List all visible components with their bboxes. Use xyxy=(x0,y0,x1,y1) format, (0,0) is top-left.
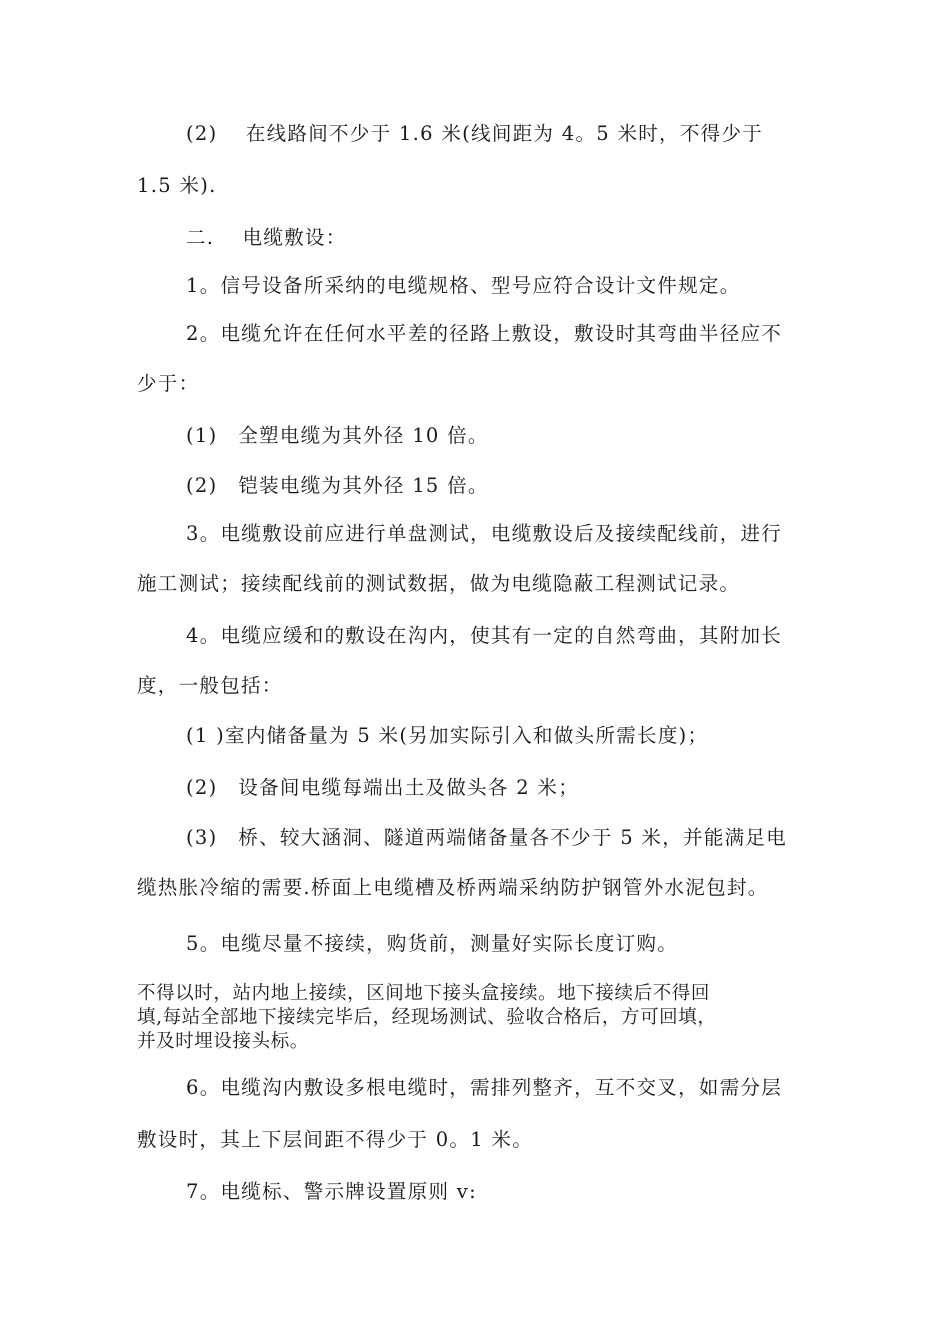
text-line: 敷设时，其上下层间距不得少于 0。1 米。 xyxy=(137,1128,534,1151)
text-line: 5。电缆尽量不接续，购货前，测量好实际长度订购。 xyxy=(186,932,679,955)
text-line: 6。电缆沟内敷设多根电缆时，需排列整齐，互不交叉，如需分层 xyxy=(186,1076,783,1099)
text-line: 3。电缆敷设前应进行单盘测试，电缆敷设后及接续配线前，进行 xyxy=(186,522,783,545)
text-line: 1。信号设备所采纳的电缆规格、型号应符合设计文件规定。 xyxy=(186,274,741,297)
text-line: 1.5 米). xyxy=(137,174,217,197)
text-line: (3) 桥、较大涵洞、隧道两端储备量各不少于 5 米，并能满足电 xyxy=(186,826,788,849)
text-line: 施工测试；接续配线前的测试数据，做为电缆隐蔽工程测试记录。 xyxy=(137,572,741,595)
section-heading: 二. 电缆敷设： xyxy=(186,226,347,249)
text-line: 缆热胀冷缩的需要.桥面上电缆槽及桥两端采纳防护钢管外水泥包封。 xyxy=(137,876,769,899)
text-line: (2) 设备间电缆每端出土及做头各 2 米； xyxy=(186,776,580,799)
text-line: (1 )室内储备量为 5 米(另加实际引入和做头所需长度)； xyxy=(186,724,709,747)
text-line: (1) 全塑电缆为其外径 10 倍。 xyxy=(186,424,489,447)
text-line: 不得以时，站内地上接续，区间地下接头盒接续。地下接续后不得回 xyxy=(137,983,711,1004)
text-line: 2。电缆允许在任何水平差的径路上敷设，敷设时其弯曲半径应不 xyxy=(186,322,783,345)
text-line: 少于： xyxy=(137,372,200,395)
text-line: 并及时埋设接头标。 xyxy=(137,1031,309,1052)
text-line: 4。电缆应缓和的敷设在沟内，使其有一定的自然弯曲，其附加长 xyxy=(186,624,783,647)
text-line: 7。电缆标、警示牌设置原则 v: xyxy=(186,1180,477,1203)
text-line: 填,每站全部地下接续完毕后，经现场测试、验收合格后，方可回填， xyxy=(137,1007,717,1028)
text-line: 度，一般包括： xyxy=(137,674,283,697)
text-line: (2) 在线路间不少于 1.6 米(线间距为 4。5 米时，不得少于 xyxy=(186,122,764,145)
text-line: (2) 铠装电缆为其外径 15 倍。 xyxy=(186,474,489,497)
